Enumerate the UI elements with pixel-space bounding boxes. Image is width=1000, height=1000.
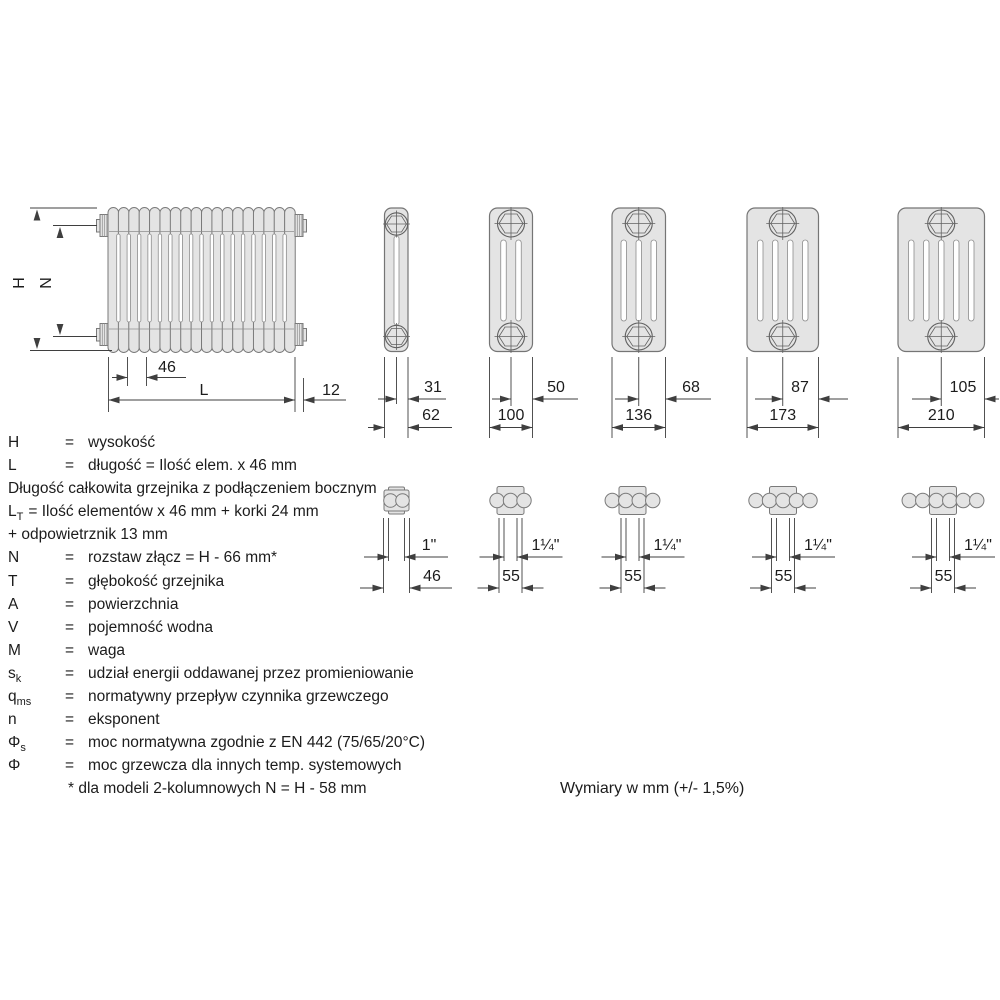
half-depth-label: 105: [949, 379, 977, 396]
cross-section-5col: [747, 207, 848, 438]
height-label: H: [11, 277, 28, 289]
half-depth-label: 50: [547, 379, 565, 396]
legend-row-H: H = wysokość: [8, 434, 156, 451]
radiator-front-view: [11, 208, 346, 413]
thread-label: 1¼": [964, 537, 992, 554]
cross-section-2col: [368, 208, 452, 438]
cross-section-4col: [612, 207, 711, 438]
legend-row-footnote: * dla modeli 2-kolumnowych N = H - 58 mm: [68, 780, 367, 798]
legend-row-L: L = długość = Ilość elem. x 46 mm: [8, 457, 297, 475]
half-depth-label: 31: [424, 379, 442, 396]
legend-row-V: V = pojemność wodna: [8, 618, 213, 636]
legend-row-A: A = powierzchnia: [8, 595, 179, 613]
radiator-elements: [108, 208, 295, 353]
dim-length-L: [109, 382, 296, 403]
cross-section-3col: [490, 207, 579, 438]
extension-label: 12: [322, 382, 340, 399]
legend-row-sk: $s_k$ = udział energii oddawanej przez promieniowanie: [8, 664, 414, 686]
element-width-label: 46: [158, 359, 176, 376]
depth-label: 210: [927, 407, 955, 424]
legend-row-phi: Φ = moc grzewcza dla innych temp. systemowych: [8, 757, 402, 775]
dim-extension-12: [304, 382, 347, 403]
legend-row-n: n = eksponent: [8, 711, 160, 729]
half-depth-label: 87: [791, 379, 809, 396]
legend-row-total-length-note: Długość całkowita grzejnika z podłączeniem bocznym: [8, 480, 377, 498]
depth-label: 136: [625, 407, 653, 424]
legend: [8, 435, 538, 805]
top-view-4col: [600, 487, 685, 594]
thread-label: 1": [421, 537, 437, 554]
thread-label: 1¼": [804, 537, 832, 554]
spacing-label: 55: [774, 568, 793, 585]
spacing-label: 55: [502, 568, 520, 585]
half-depth-label: 68: [682, 379, 700, 396]
spacing-label: 55: [624, 568, 642, 585]
length-label: L: [199, 382, 209, 399]
legend-row-N: N = rozstaw złącz = H - 66 mm*: [8, 549, 278, 567]
spacing-label: 46: [423, 568, 441, 585]
legend-row-phi-s: $\Phi_s$ = moc normatywna zgodnie z EN 442 (75/65/20°C): [8, 734, 426, 755]
dim-spacing-N: [38, 226, 97, 337]
legend-row-LT: $L_T$ = Ilość elementów x 46 mm + korki 24 mm: [8, 503, 319, 524]
spacing-label: 55: [934, 568, 953, 585]
spacing-label: N: [38, 277, 55, 289]
thread-label: 1¼": [531, 537, 560, 554]
legend-row-T: T = głębokość grzejnika: [8, 572, 225, 590]
depth-label: 173: [769, 407, 797, 424]
top-view-6col: [902, 487, 995, 594]
legend-row-M: M = waga: [8, 641, 126, 659]
legend-row-air-vent: + odpowietrznik 13 mm: [8, 526, 168, 544]
depth-label: 62: [422, 407, 440, 424]
cross-section-6col: [898, 207, 999, 438]
dimensions-tolerance-note: Wymiary w mm (+/- 1,5%): [560, 780, 745, 797]
depth-label: 100: [497, 407, 525, 424]
legend-row-qms: $q_{ms}$ = normatywny przepływ czynnika grzewczego: [8, 688, 389, 709]
thread-label: 1¼": [653, 537, 682, 554]
top-view-5col: [749, 487, 835, 594]
